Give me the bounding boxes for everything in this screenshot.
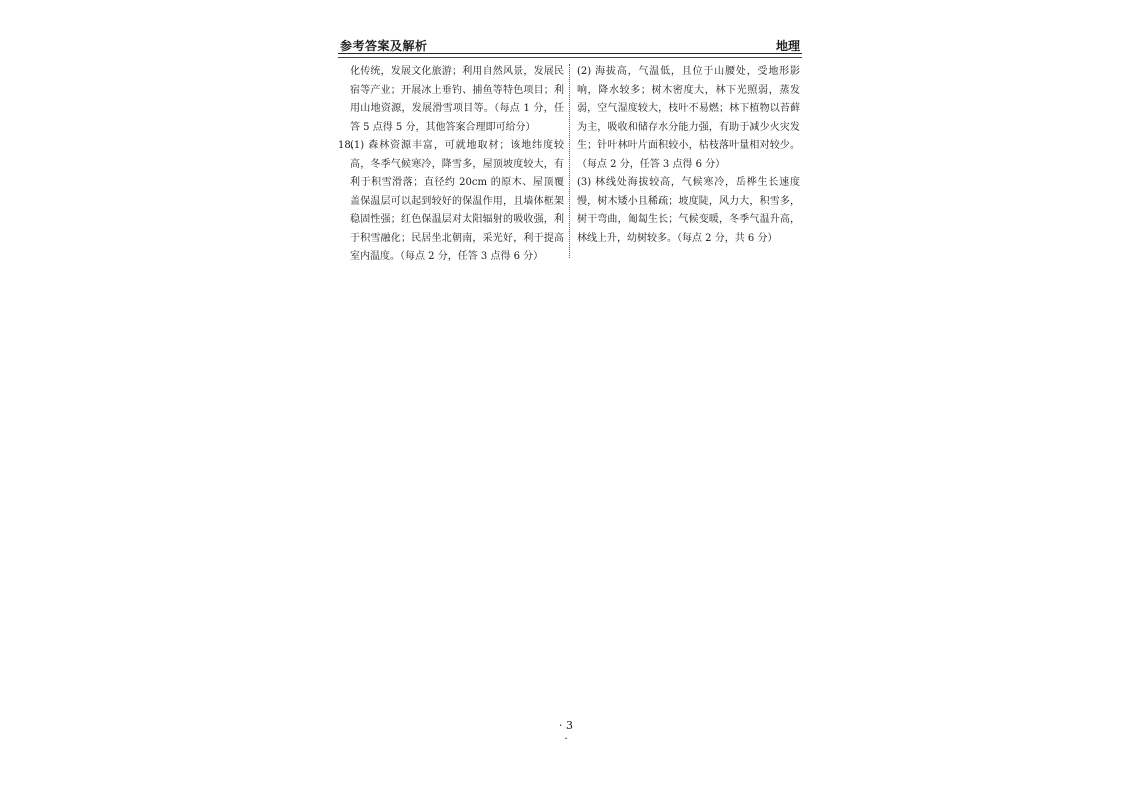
answer-17-continued: 化传统，发展文化旅游；利用自然风景，发展民宿等产业；开展冰上垂钓、捕鱼等特色项目；利用山地资源，发展滑雪项目等。（每点 1 分，任答 5 点得 5 分，其他答案合理即可给分） <box>350 66 564 133</box>
page-header <box>338 37 802 53</box>
header-title: 参考答案及解析 <box>340 39 428 53</box>
header-rule-thick <box>338 53 802 54</box>
left-column <box>338 63 564 267</box>
answer-18-part1 <box>338 137 564 267</box>
header-subject: 地理 <box>775 39 800 53</box>
right-column <box>577 63 800 248</box>
answer-18-part1-text: (1) 森林资源丰富，可就地取材；该地纬度较高，冬季气候寒冷，降雪多，屋顶坡度较大，有利于积雪滑落；直径约 20cm 的原木、屋顶覆盖保温层可以起到较好的保温作用，且墙体框架稳固性强；红色保温层对太阳辐射的吸收强，利于积雪融化；民居坐北朝南，采光好，利于提高室内温度。（每点 2 分，任答 3 点得 6 分） <box>350 140 564 262</box>
page-number: · 3 · <box>559 719 573 745</box>
header-rule-thin <box>338 57 802 58</box>
question-number: 18. <box>338 140 354 151</box>
answer-18-part3: (3) 林线处海拔较高，气候寒冷，岳桦生长速度慢，树木矮小且稀疏；坡度陡，风力大，积雪多，树干弯曲，匍匐生长；气候变暖，冬季气温升高，林线上升，幼树较多。（每点 2 分，共 6 分） <box>577 177 800 244</box>
answer-18-part2: (2) 海拔高，气温低，且位于山腰处，受地形影响，降水较多；树木密度大，林下光照弱，蒸发弱，空气湿度较大，枝叶不易燃；林下植物以苔藓为主，吸收和储存水分能力强，有助于减少火灾发生；针叶林叶片面积较小，枯枝落叶量相对较少。（每点 2 分，任答 3 点得 6 分） <box>577 66 800 170</box>
column-divider <box>569 64 570 258</box>
